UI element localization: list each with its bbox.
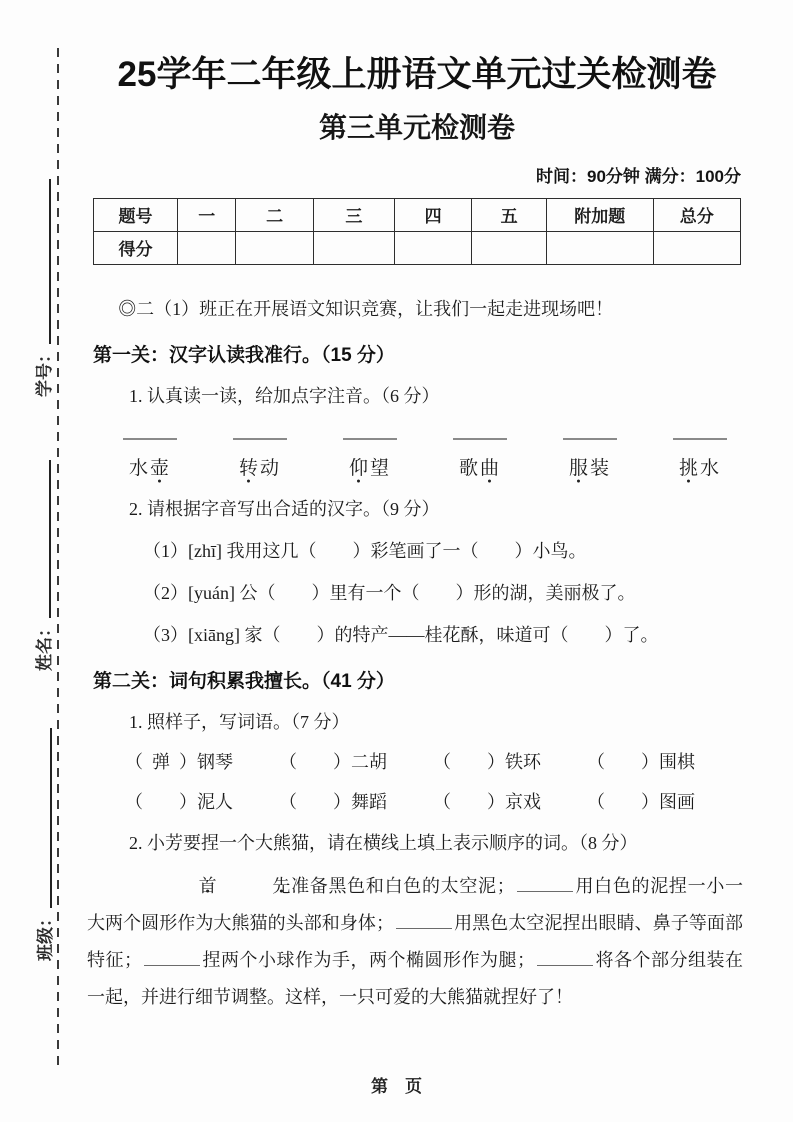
score-table-header-cell: 总分 [653,198,740,231]
score-table-header-cell: 三 [313,198,394,231]
dotted-character: 壶 ● [150,453,171,480]
character: 歌 [458,457,480,479]
dotted-character: 先 ● [217,868,291,905]
dotted-character: 曲 ● [480,453,501,480]
pinyin-word-item [233,438,287,480]
paren-word-item: （ ）泥人 [125,791,233,812]
score-table-header-cell: 二 [236,198,314,231]
page-footer: 第 页 [371,1077,422,1096]
page-subtitle: 第三单元检测卷 [318,111,515,143]
character: 望 [370,457,392,479]
paren-word-item: （ ）舞蹈 [279,791,387,812]
score-table-header-cell: 五 [472,198,546,231]
paren-word-item: （ ）铁环 [433,751,541,772]
example-word-row [93,788,741,814]
pinyin-blank-line [123,438,177,440]
name-label: 姓名： [34,620,54,671]
score-table-header-cell: 附加题 [546,198,653,231]
pinyin-word-item [563,438,617,480]
order-blank-line [396,911,452,929]
character: 水 [700,457,722,479]
exam-time-score-meta: 时间：90分钟 满分：100分 [536,166,741,186]
target-word [123,453,177,480]
section2-title: 第二关：词句积累我擅长。（41 分） [93,670,395,692]
order-blank-line [537,948,593,966]
character: 装 [590,457,612,479]
section2-q1-text: 1. 照样子，写词语。（7 分） [129,711,350,732]
page-title: 25学年二年级上册语文单元过关检测卷 [117,55,717,94]
exam-content [87,0,744,1016]
section1-q2-text: 2. 请根据字音写出合适的汉字。（9 分） [129,498,440,519]
pinyin-blank-line [563,438,617,440]
paren-word-item: （ ）京戏 [433,791,541,812]
target-word [673,453,727,480]
target-word [563,453,617,480]
paren-word-item: （ 弹 ）钢琴 [125,748,279,774]
pinyin-word-list [93,438,741,480]
dotted-character: 服 ● [569,453,590,480]
example-word-rows [93,748,741,814]
score-table-header-cell: 题号 [94,198,178,231]
section1-q1-text: 1. 认真读一读，给加点字注音。（6 分） [129,385,440,406]
pinyin-word-item [673,438,727,480]
dotted-character: 转 ● [239,453,260,480]
score-empty-cell [653,231,740,264]
intro-text: ◎二（1）班正在开展语文知识竞赛，让我们一起走进现场吧！ [118,298,614,319]
class-blank-line [35,728,52,908]
score-table-header-row [94,198,741,231]
pinyin-word-item [453,438,507,480]
score-table-score-row [94,231,741,264]
paren-word-item: （ ）围棋 [587,751,695,772]
section2-q2-text: 2. 小芳要捏一个大熊猫，请在横线上填上表示顺序的词。（8 分） [129,832,638,853]
pinyin-word-item [123,438,177,480]
name-blank-line [34,460,51,618]
score-table-header-cell: 四 [394,198,472,231]
fill-item-2: （2）[yuán] 公（ ）里有一个（ ）形的湖，美丽极了。 [143,582,636,603]
score-empty-cell [178,231,236,264]
class-label: 班级： [35,910,55,961]
section1-title: 第一关：汉字认读我准行。（15 分） [93,344,395,366]
score-empty-cell [546,231,653,264]
paren-word-item: （ ）图画 [587,791,695,812]
score-empty-cell [313,231,394,264]
example-verb: 弹 [152,751,170,772]
pinyin-blank-line [343,438,397,440]
score-table-header-cell: 一 [178,198,236,231]
margin-label-class [28,699,58,961]
margin-label-name [27,431,57,671]
pinyin-blank-line [453,438,507,440]
dotted-character: 首 ● [143,868,217,905]
pinyin-word-item [343,438,397,480]
pinyin-blank-line [233,438,287,440]
fill-item-1: （1）[zhī] 我用这几（ ）彩笔画了一（ ）小鸟。 [143,540,587,561]
score-table [93,198,741,265]
target-word [343,453,397,480]
order-blank-line [517,874,573,892]
dotted-character: 仰 ● [349,453,370,480]
student-id-label: 学号： [34,346,54,397]
score-empty-cell [236,231,314,264]
order-blank-line [144,948,200,966]
score-empty-cell [394,231,472,264]
pinyin-blank-line [673,438,727,440]
example-word-row [93,748,741,774]
dotted-character: 挑 ● [679,453,700,480]
student-id-blank-line [34,179,51,344]
character: 水 [128,457,150,479]
margin-label-student-id [27,147,57,397]
character: 动 [260,457,282,479]
order-fill-paragraph: 首 ● 先 ●准备黑色和白色的太空泥； 用白色的泥捏一小一大两个圆形作为大熊猫的头部和身体； 用黑色太空泥捏出眼睛、鼻子等面部特征； 捏两个小球作为手，两个椭圆形作为腿； 将各个部分组装在一起，并进行细节调整。这样，一只可爱的大熊猫就捏好了！ [87,868,743,1016]
target-word [233,453,287,480]
score-row-label-cell: 得分 [94,231,178,264]
score-empty-cell [472,231,546,264]
paren-word-item: （ ）二胡 [279,751,387,772]
fill-item-3: （3）[xiāng] 家（ ）的特产——桂花酥，味道可（ ）了。 [143,624,659,645]
target-word [453,453,507,480]
